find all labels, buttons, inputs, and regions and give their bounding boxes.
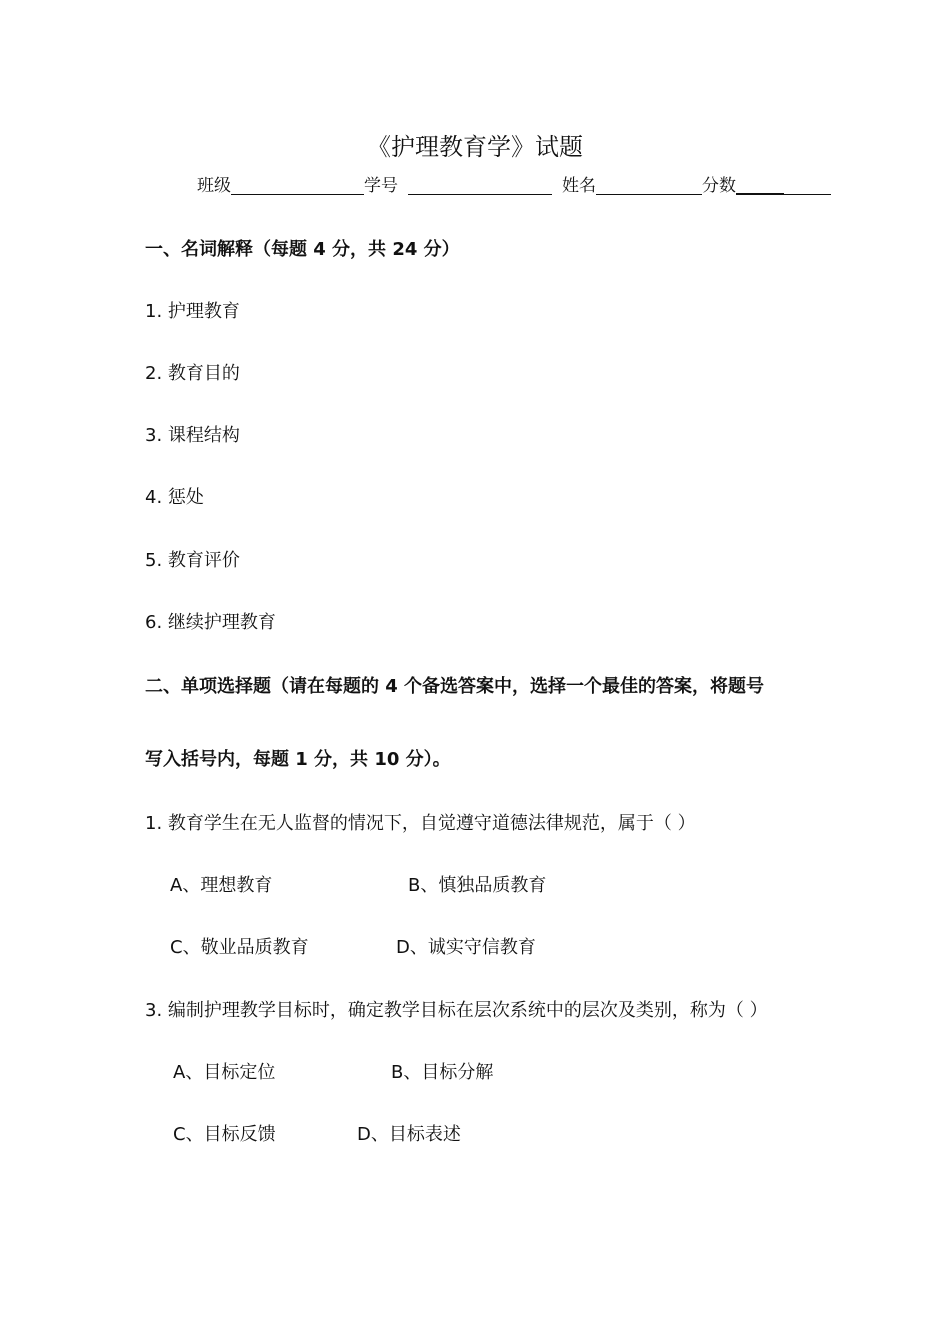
class-blank[interactable] <box>231 174 364 195</box>
option-a: A、理想教育 <box>170 875 273 896</box>
question-stem: 3. 编制护理教学目标时，确定教学目标在层次系统中的层次及类别，称为（ ） <box>145 1000 768 1021</box>
name-label: 姓名 <box>562 176 596 196</box>
term-item: 5. 教育评价 <box>145 550 240 571</box>
section1-heading: 一、名词解释（每题 4 分，共 24 分） <box>145 239 460 260</box>
section2-heading-line1: 二、单项选择题（请在每题的 4 个备选答案中，选择一个最佳的答案，将题号 <box>145 676 765 697</box>
option-d: D、目标表述 <box>357 1124 461 1145</box>
option-b: B、慎独品质教育 <box>408 875 547 896</box>
question-stem: 1. 教育学生在无人监督的情况下，自觉遵守道德法律规范，属于（ ） <box>145 813 696 834</box>
score-blank[interactable] <box>736 174 831 195</box>
term-item: 1. 护理教育 <box>145 301 240 322</box>
term-item: 3. 课程结构 <box>145 425 240 446</box>
section2-heading-line2: 写入括号内，每题 1 分，共 10 分）。 <box>145 749 451 770</box>
term-item: 2. 教育目的 <box>145 363 240 384</box>
option-d: D、诚实守信教育 <box>396 937 536 958</box>
exam-title: 《护理教育学》试题 <box>367 133 583 161</box>
name-blank[interactable] <box>596 174 702 195</box>
term-item: 4. 惩处 <box>145 487 204 508</box>
score-label: 分数 <box>702 176 736 196</box>
student-info-line <box>197 172 831 200</box>
option-c: C、敬业品质教育 <box>170 937 309 958</box>
student-id-blank[interactable] <box>408 174 552 195</box>
option-a: A、目标定位 <box>173 1062 276 1083</box>
option-c: C、目标反馈 <box>173 1124 276 1145</box>
term-item: 6. 继续护理教育 <box>145 612 276 633</box>
student-id-label: 学号 <box>364 176 398 196</box>
option-b: B、目标分解 <box>391 1062 494 1083</box>
class-label: 班级 <box>197 176 231 196</box>
